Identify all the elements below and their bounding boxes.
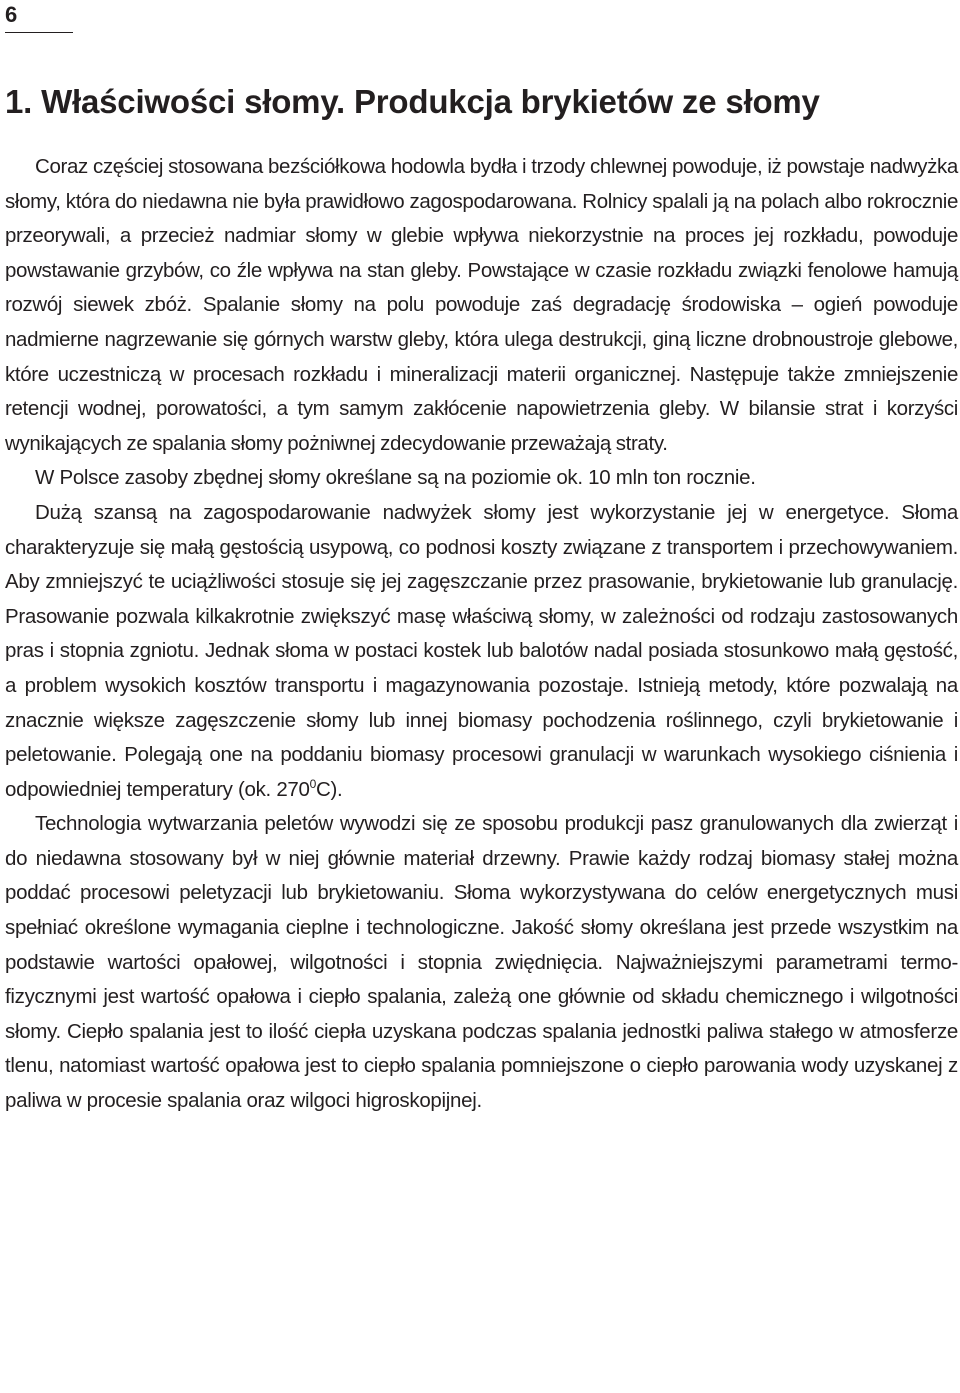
paragraph-straw-energy-text: Dużą szansą na zagospodarowanie nadwyżek słomy jest wykorzystanie jej w energetyce. Słoma charakteryzuje się małą gęstością usypową, co podnosi koszty związane z transportem i przechowywaniem. Aby zmniejszyć te uciążliwości stosuje się jej zagęszczanie przez prasowanie, brykietowanie lub granulację. Prasowanie pozwala kilkakrotnie zwiększyć masę właściwą słomy, w zależności od rodzaju zastosowanych pras i stopnia zgniotu. Jednak słoma w postaci kostek lub balotów nadal posiada stosunkowo małą gęstość, a problem wysokich kosztów transportu i magazynowania pozostaje. Istnieją metody, które pozwalają na znacznie większe zagęszczenie słomy lub innej biomasy pochodzenia roślinnego, czyli brykietowanie i peletowanie. Polegają one na poddaniu biomasy procesowi granulacji w warunkach wysokiego ciśnienia i odpowiedniej temperatury (ok. 270 — [5, 500, 958, 801]
paragraph-pellet-technology: Technologia wytwarzania peletów wywodzi się ze sposobu produkcji pasz granulowanych dla zwierząt i do niedawna stosowany był w niej głównie materiał drzewny. Prawie każdy rodzaj biomasy stałej można poddać procesowi peletyzacji lub brykietowaniu. Słoma wykorzystywana do celów energetycznych musi spełniać określone wymagania cieplne i technologiczne. Jakość słomy określana jest przede wszystkim na podstawie wartości opałowej, wilgotności i stopnia zwiędnięcia. Najważniejszymi parametrami termo-fizycznymi jest wartość opałowa i ciepło spalania, zależą one głównie od składu chemicznego i wilgotności słomy. Ciepło spalania jest to ilość ciepła uzyskana podczas spalania jednostki paliwa stałego w atmosferze tlenu, natomiast wartość opałowa jest to ciepło spalania pomniejszone o ciepło parowania wody uzyskanej z paliwa w procesie spalania oraz wilgoci higroskopijnej. — [5, 812, 958, 1113]
page-number-rule — [5, 32, 73, 33]
page-number: 6 — [5, 2, 18, 27]
paragraph-straw-energy — [5, 496, 958, 807]
paragraph-straw-burning: Coraz częściej stosowana bezściółkowa hodowla bydła i trzody chlewnej powoduje, iż powstaje nadwyżka słomy, która do niedawna nie była prawidłowo zagospodarowana. Rolnicy spalali ją na polach albo rokrocznie przeorywali, a przecież nadmiar słomy w glebie wpływa niekorzystnie na proces jej rozkładu, powoduje powstawanie grzybów, co źle wpływa na stan gleby. Powstające w czasie rozkładu związki fenolowe hamują rozwój siewek zbóż. Spalanie słomy na polu powoduje zaś degradację środowiska – ogień powoduje nadmierne nagrzewanie się górnych warstw gleby, która ulega destrukcji, giną liczne drobnoustroje glebowe, które uczestniczą w procesach rozkładu i mineralizacji materii organicznej. Następuje także zmniejszenie retencji wodnej, porowatości, a tym samym zakłócenie napowietrzenia gleby. W bilansie strat i korzyści wynikających ze spalania słomy pożniwnej zdecydowanie przeważają straty. — [5, 155, 958, 455]
body-text — [5, 150, 958, 1119]
degree-superscript: 0 — [309, 776, 316, 791]
paragraph-straw-resources: W Polsce zasoby zbędnej słomy określane są na poziomie ok. 10 mln ton rocznie. — [35, 466, 756, 490]
temperature-unit-suffix: C). — [316, 777, 343, 801]
chapter-title: 1. Właściwości słomy. Produkcja brykietów ze słomy — [5, 83, 820, 120]
